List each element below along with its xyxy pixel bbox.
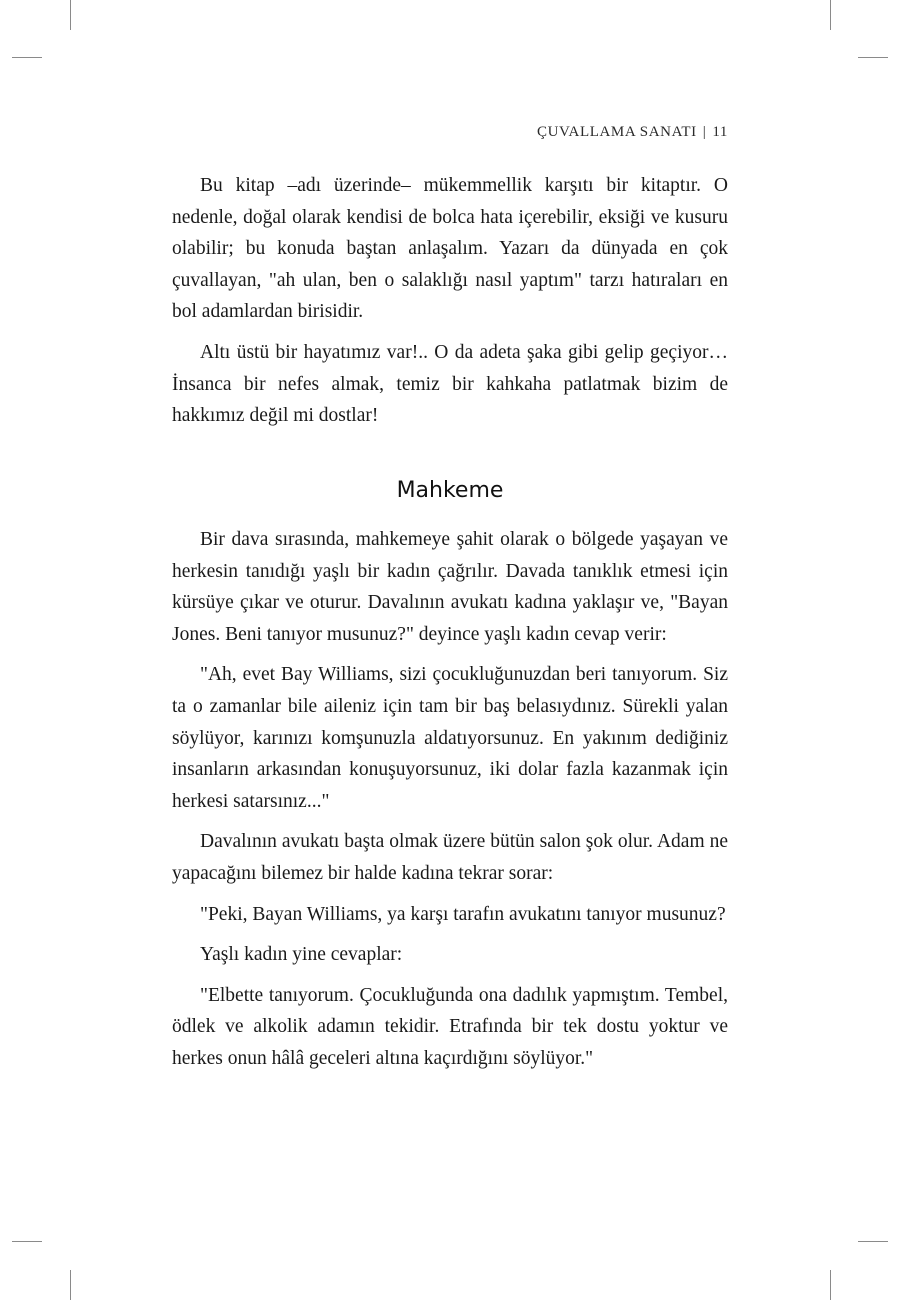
intro-text	[172, 170, 728, 441]
crop-mark-bottom-left	[70, 1270, 71, 1300]
crop-mark-bottom-right	[830, 1270, 831, 1300]
crop-mark-right-top	[858, 57, 888, 58]
page-number: 11	[712, 124, 728, 140]
section-title: Mahkeme	[396, 478, 504, 503]
book-title: ÇUVALLAMA SANATI	[536, 124, 697, 140]
section-paragraph-2: "Ah, evet Bay Williams, sizi çocukluğunuzdan beri tanıyorum. Siz ta o zamanlar bile aileniz için tam bir baş belasıydınız. Sürekli yalan söylüyor, karınızı komşunuzla aldatıyorsunuz. En yakınım dediğiniz insanların arkasından konuşuyorsunuz, iki dolar fazla kazanmak için herkesi satarsınız..."	[172, 664, 728, 812]
section-paragraph-6: "Elbette tanıyorum. Çocukluğunda ona dadılık yapmıştım. Tembel, ödlek ve alkolik adamın tekidir. Etrafında bir tek dostu yoktur ve herkes onun hâlâ geceleri altına kaçırdığını söylüyor."	[172, 984, 728, 1069]
crop-mark-top-right	[830, 0, 831, 30]
section-paragraph-3: Davalının avukatı başta olmak üzere bütün salon şok olur. Adam ne yapacağını bilemez bir halde kadına tekrar sorar:	[172, 831, 728, 884]
crop-mark-left-top	[12, 57, 42, 58]
intro-paragraph-2: Altı üstü bir hayatımız var!.. O da adeta şaka gibi gelip geçiyor… İnsanca bir nefes almak, temiz bir kahkaha patlatmak bizim de hakkımız değil mi dostlar!	[172, 341, 728, 427]
crop-mark-right-bottom	[858, 1241, 888, 1242]
intro-paragraph-1: Bu kitap –adı üzerinde– mükemmellik karşıtı bir kitaptır. O nedenle, doğal olarak kendisi de bolca hata içerebilir, eksiği ve kusuru olabilir; bu konuda baştan anlaşalım. Yazarı da dünyada en çok çuvallayan, "ah ulan, ben o salaklığı nasıl yaptım" tarzı hatıraları en bol adamlardan birisidir.	[172, 175, 728, 323]
section-paragraph-4: "Peki, Bayan Williams, ya karşı tarafın avukatını tanıyor musunuz?	[200, 903, 726, 925]
section-paragraph-1: Bir dava sırasında, mahkemeye şahit olarak o bölgede yaşayan ve herkesin tanıdığı yaşlı bir kadın çağrılır. Davada tanıklık etmesi için kürsüye çıkar ve oturur. Davalının avukatı kadına yaklaşır ve, "Bayan Jones. Beni tanıyor musunuz?" deyince yaşlı kadın cevap verir:	[172, 529, 728, 645]
section-text	[172, 524, 728, 1084]
crop-mark-left-bottom	[12, 1241, 42, 1242]
crop-mark-top-left	[70, 0, 71, 30]
header-separator: |	[702, 124, 707, 140]
running-head	[537, 124, 728, 141]
section-paragraph-5: Yaşlı kadın yine cevaplar:	[200, 944, 403, 966]
